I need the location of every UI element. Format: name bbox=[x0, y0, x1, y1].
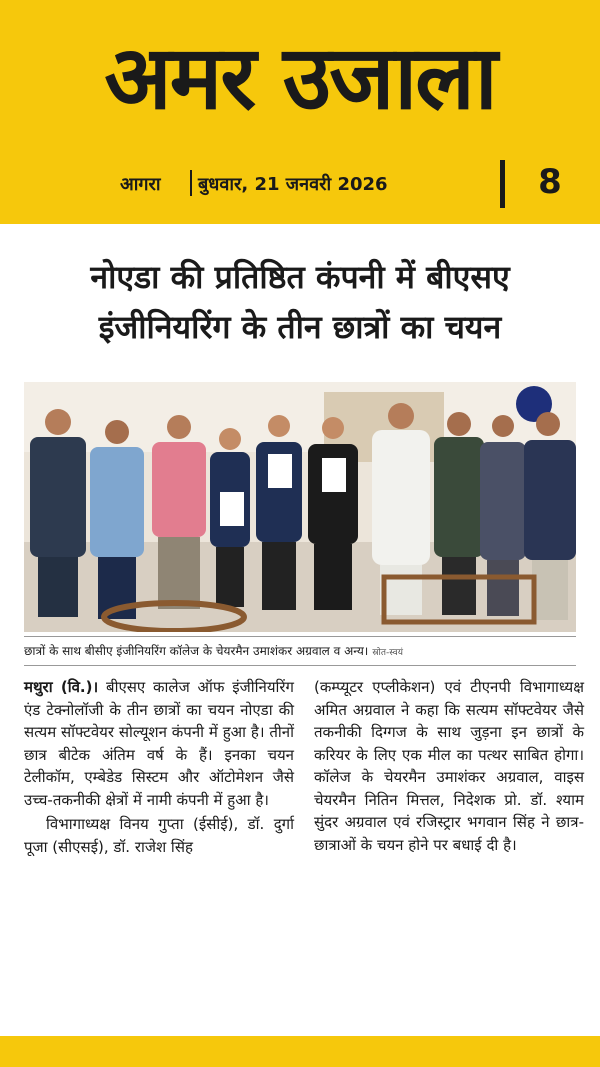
headline-line-1: नोएडा की प्रतिष्ठित कंपनी में बीएसए bbox=[90, 258, 510, 296]
photo-caption-text: छात्रों के साथ बीसीए इंजीनियरिंग कॉलेज के चेयरमैन उमाशंकर अग्रवाल व अन्य। bbox=[24, 644, 369, 658]
dateline-bar bbox=[0, 160, 600, 208]
article-column-right bbox=[314, 676, 584, 856]
dateline-divider bbox=[190, 170, 192, 196]
article-column-left bbox=[24, 676, 294, 858]
edition-city: आगरा bbox=[120, 174, 161, 195]
page-number-divider bbox=[500, 160, 505, 208]
article-headline bbox=[20, 252, 580, 352]
page-number: 8 bbox=[538, 162, 562, 202]
article-paragraph-1 bbox=[24, 676, 294, 811]
article-paragraph-2: विभागाध्यक्ष विनय गुप्ता (ईसीई), डॉ. दुर्गा पूजा (सीएसई), डॉ. राजेश सिंह bbox=[24, 815, 294, 856]
photo-caption bbox=[24, 636, 576, 666]
photo-credit: स्रोत-स्वयं bbox=[372, 648, 403, 658]
article-body bbox=[24, 676, 584, 1026]
edition-date: बुधवार, 21 जनवरी 2026 bbox=[198, 174, 388, 195]
footer-color-bar bbox=[0, 1036, 600, 1067]
headline-line-2: इंजीनियरिंग के तीन छात्रों का चयन bbox=[98, 308, 502, 346]
article-paragraph-3: (कम्प्यूटर एप्लीकेशन) एवं टीएनपी विभागाध्यक्ष अमित अग्रवाल ने कहा कि सत्यम सॉफ्टवेयर जैसे तकनीकी दिग्गज के साथ जुड़ना इन छात्रों के करियर के लिए एक मील का पत्थर साबित होगा। कॉलेज के चेयरमैन उमाशंकर अग्रवाल, वाइस चेयरमैन नितिन मित्तल, निदेशक प्रो. डॉ. श्याम सुंदर अग्रवाल एवं रजिस्ट्रार भगवान सिंह ने छात्र-छात्राओं के चयन होने पर बधाई दी है। bbox=[314, 678, 584, 854]
group-photo bbox=[24, 382, 576, 632]
newspaper-logo: अमर उजाला bbox=[104, 26, 496, 129]
masthead bbox=[0, 0, 600, 224]
group-photo-illustration bbox=[24, 382, 576, 632]
article-paragraph-1-text: बीएसए कालेज ऑफ इंजीनियरिंग एंड टेक्नोलॉजी के तीन छात्रों का चयन नोएडा की सत्यम सॉफ्टवेयर सोल्यूशन कंपनी में हुआ है। तीनों छात्र बीटेक अंतिम वर्ष के हैं। इनका चयन टेलीकॉम, एम्बेडेड सिस्टम और ऑटोमेशन जैसे उच्च-तकनीकी क्षेत्रों में नामी कंपनी में हुआ है। bbox=[24, 678, 294, 809]
article-dateline: मथुरा (वि.)। bbox=[24, 678, 99, 696]
